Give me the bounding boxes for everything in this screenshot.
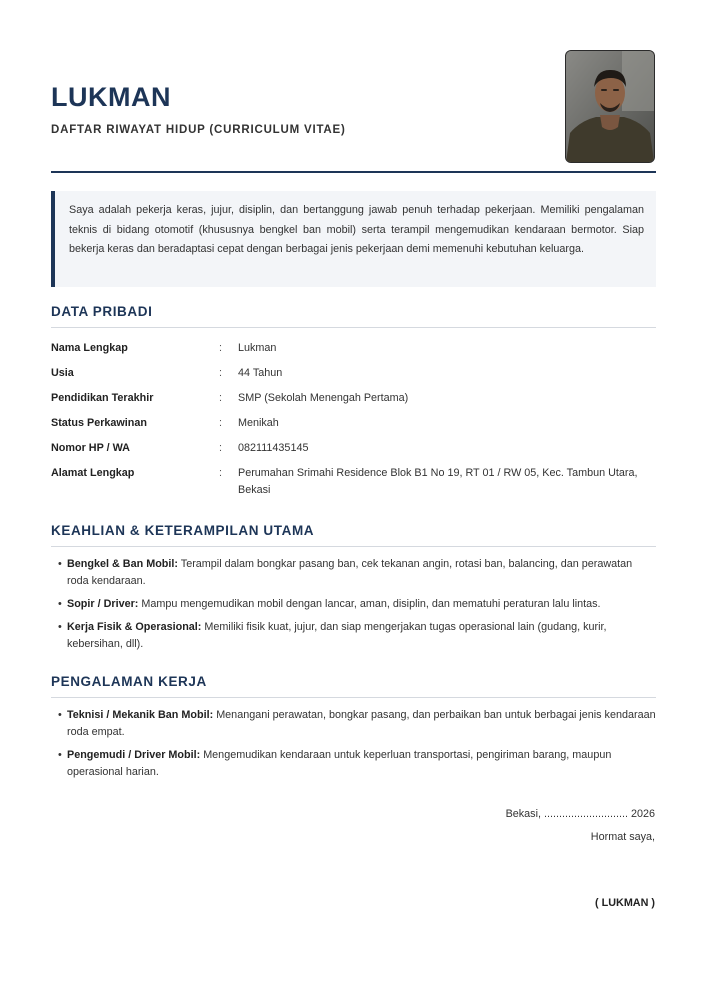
row-label: Status Perkawinan	[51, 417, 148, 429]
item-text: Mampu mengemudikan mobil dengan lancar, aman, disiplin, dan mematuhi peraturan lalu lintas.	[141, 598, 601, 610]
row-colon: :	[219, 417, 222, 429]
personal-row	[51, 465, 656, 499]
row-colon: :	[219, 467, 222, 479]
row-label: Nomor HP / WA	[51, 442, 130, 454]
item-text: Memiliki fisik kuat, jujur, dan siap mengerjakan tugas operasional lain (gudang, kurir, kebersihan, dll).	[67, 621, 607, 650]
summary-box	[51, 191, 656, 287]
list-item	[58, 707, 656, 741]
personal-row	[51, 390, 656, 407]
personal-row	[51, 415, 656, 432]
row-colon: :	[219, 367, 222, 379]
profile-photo-illustration	[566, 51, 654, 162]
section-divider-experience	[51, 697, 656, 698]
row-value: 44 Tahun	[238, 367, 283, 379]
item-heading: Pengemudi / Driver Mobil:	[67, 749, 201, 761]
item-heading: Bengkel & Ban Mobil:	[67, 558, 178, 570]
applicant-name: LUKMAN	[51, 82, 171, 112]
skills-list	[58, 556, 656, 659]
item-heading: Kerja Fisik & Operasional:	[67, 621, 202, 633]
row-value: 082111435145	[238, 442, 309, 454]
row-colon: :	[219, 392, 222, 404]
row-label: Pendidikan Terakhir	[51, 392, 154, 404]
item-text: Menangani perawatan, bongkar pasang, dan perbaikan ban untuk berbagai jenis kendaraan roda empat.	[67, 709, 656, 738]
row-colon: :	[219, 442, 222, 454]
bullet-icon: •	[58, 709, 62, 721]
list-item	[58, 556, 656, 590]
row-colon: :	[219, 342, 222, 354]
item-text: Mengemudikan kendaraan untuk keperluan transportasi, pengiriman barang, maupun operasional harian.	[67, 749, 612, 778]
bullet-icon: •	[58, 749, 62, 761]
item-heading: Sopir / Driver:	[67, 598, 139, 610]
bullet-icon: •	[58, 621, 62, 633]
row-label: Nama Lengkap	[51, 342, 128, 354]
bullet-icon: •	[58, 558, 62, 570]
section-title-experience: PENGALAMAN KERJA	[51, 674, 207, 689]
list-item	[58, 619, 656, 653]
row-label: Usia	[51, 367, 74, 379]
signature-place-date: Bekasi, ............................ 2026	[505, 808, 655, 820]
row-value: Perumahan Srimahi Residence Blok B1 No 19, RT 01 / RW 05, Kec. Tambun Utara, Bekasi	[238, 467, 638, 496]
item-heading: Teknisi / Mekanik Ban Mobil:	[67, 709, 214, 721]
header-divider	[51, 171, 656, 173]
list-item	[58, 747, 656, 781]
personal-row	[51, 365, 656, 382]
section-divider-personal	[51, 327, 656, 328]
experience-list	[58, 707, 656, 787]
row-value: Lukman	[238, 342, 277, 354]
document-subtitle: DAFTAR RIWAYAT HIDUP (CURRICULUM VITAE)	[51, 124, 346, 136]
personal-row	[51, 340, 656, 357]
summary-text: Saya adalah pekerja keras, jujur, disiplin, dan bertanggung jawab penuh terhadap pekerjaan. Memiliki pengalaman teknis di bidang otomotif (khususnya bengkel ban mobil) serta terampil mengemudikan kendaraan bermotor. Siap bekerja keras dan beradaptasi cepat dengan berbagai jenis pekerjaan demi memenuhi kebutuhan keluarga.	[69, 204, 644, 255]
section-title-skills: KEAHLIAN & KETERAMPILAN UTAMA	[51, 523, 315, 538]
signature-name: ( LUKMAN )	[595, 897, 655, 909]
row-value: Menikah	[238, 417, 279, 429]
row-value: SMP (Sekolah Menengah Pertama)	[238, 392, 409, 404]
profile-photo	[566, 51, 654, 162]
list-item	[58, 596, 656, 613]
personal-data-table	[51, 340, 656, 507]
bullet-icon: •	[58, 598, 62, 610]
personal-row	[51, 440, 656, 457]
section-divider-skills	[51, 546, 656, 547]
row-label: Alamat Lengkap	[51, 467, 135, 479]
item-text: Terampil dalam bongkar pasang ban, cek tekanan angin, rotasi ban, balancing, dan perawatan roda kendaraan.	[67, 558, 633, 587]
signature-closing: Hormat saya,	[590, 831, 655, 843]
section-title-personal: DATA PRIBADI	[51, 304, 153, 319]
